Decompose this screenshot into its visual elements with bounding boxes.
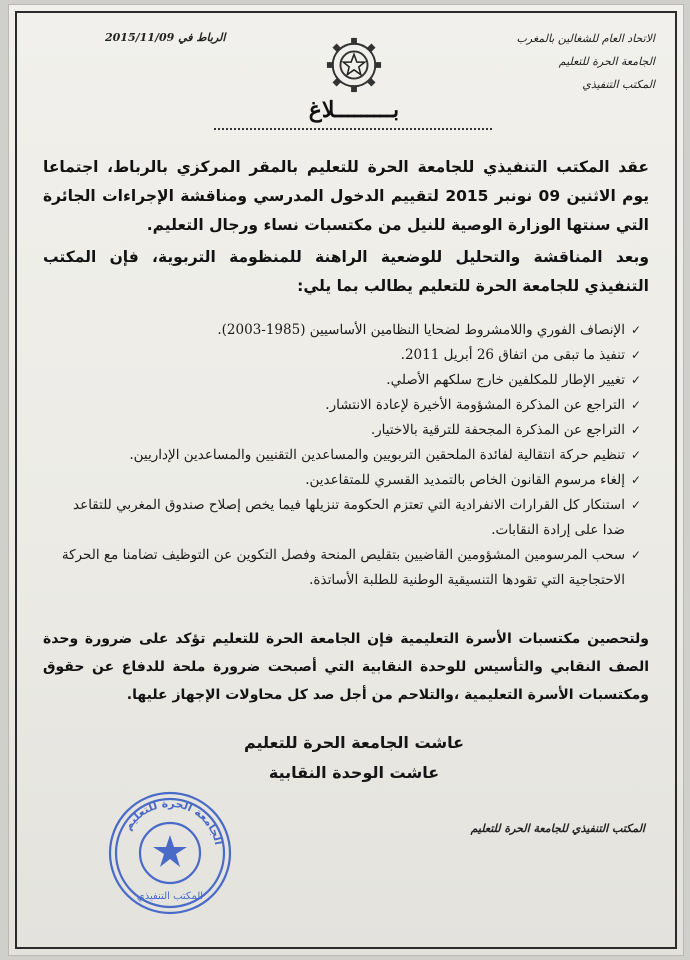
check-icon: ✓ xyxy=(630,323,641,337)
official-stamp-icon xyxy=(105,783,235,923)
check-icon: ✓ xyxy=(630,498,641,512)
check-icon: ✓ xyxy=(630,473,641,487)
demand-text: التراجع عن المذكرة المجحفة للترقية بالاختيار. xyxy=(370,422,625,438)
demand-text: تنظيم حركة انتقالية لفائدة الملحقين التربويين والمساعدين التقنيين والمساعدين الإداريين. xyxy=(129,447,625,463)
demand-text: سحب المرسومين المشؤومين القاضيين بتقليص المنحة وفصل التكوين عن التوظيف تضامنا مع الحركة الاحتجاجية التي تقودها التنسيقية الوطنية للطلبة الأساتذة. xyxy=(61,547,625,588)
second-paragraph: وبعد المناقشة والتحليل للوضعية الراهنة للمنظومة التربوية، فإن المكتب التنفيذي للجامعة الحرة للتعليم يطالب بما يلي: xyxy=(43,248,649,295)
demand-item xyxy=(49,343,639,368)
demand-item xyxy=(49,368,639,393)
check-icon: ✓ xyxy=(630,398,641,412)
org-line-federation: الجامعة الحرة للتعليم xyxy=(558,55,655,68)
union-logo-icon xyxy=(325,35,383,95)
signature-line: المكتب التنفيذي للجامعة الحرة للتعليم xyxy=(470,822,645,835)
org-line-bureau: المكتب التنفيذي xyxy=(582,78,655,91)
stamp-bottom-text: المكتب التنفيذي xyxy=(136,891,204,902)
check-icon: ✓ xyxy=(630,348,641,362)
demand-item xyxy=(49,318,639,343)
stamp-ring-text: الجامعة الحرة للتعليم xyxy=(121,796,226,847)
title-underline xyxy=(214,128,492,130)
demand-item xyxy=(49,393,639,418)
demand-item xyxy=(49,543,639,593)
demand-text: الإنصاف الفوري واللامشروط لضحايا النظامين الأساسيين (1985-2003). xyxy=(217,322,625,338)
document-page xyxy=(8,4,684,956)
demand-text: التراجع عن المذكرة المشؤومة الأخيرة لإعادة الانتشار. xyxy=(325,397,625,413)
demands-list xyxy=(49,318,639,593)
date-line: الرباط في 2015/11/09 xyxy=(105,31,226,44)
demand-text: استنكار كل القرارات الانفرادية التي تعتزم الحكومة تنزيلها فيما يخص إصلاح صندوق المغربي للتقاعد ضدا على إرادة النقابات. xyxy=(73,497,625,538)
demand-text: إلغاء مرسوم القانون الخاص بالتمديد القسري للمتقاعدين. xyxy=(305,472,625,488)
closing-line-federation: عاشت الجامعة الحرة للتعليم xyxy=(243,733,465,752)
organization-header xyxy=(435,27,655,96)
demand-item xyxy=(49,493,639,543)
demand-item xyxy=(49,468,639,493)
check-icon: ✓ xyxy=(630,548,641,562)
intro-paragraph: عقد المكتب التنفيذي للجامعة الحرة للتعليم بالمقر المركزي بالرباط، اجتماعا يوم الاثنين 09 نونبر 2015 لتقييم الدخول المدرسي ومناقشة الإجراءات الجائرة التي سنتها الوزارة الوصية للنيل من مكتسبات نساء ورجال التعليم. xyxy=(43,158,650,234)
org-line-union: الاتحاد العام للشغالين بالمغرب xyxy=(516,32,655,45)
closing-line-unity: عاشت الوحدة النقابية xyxy=(268,763,440,782)
third-paragraph: ولتحصين مكتسبات الأسرة التعليمية فإن الجامعة الحرة للتعليم تؤكد على ضرورة وحدة الصف النقابي والتأسيس للوحدة النقابية التي أصبحت ضرورة ملحة للدفاع عن حقوق ومكتسبات الأسرة التعليمية ،والتلاحم من أجل صد كل محاولات الإجهاز عليها. xyxy=(43,631,649,703)
check-icon: ✓ xyxy=(630,448,641,462)
notice-title: بـــــــــلاغ xyxy=(308,97,400,123)
demand-item xyxy=(49,418,639,443)
check-icon: ✓ xyxy=(630,423,641,437)
demand-text: تنفيذ ما تبقى من اتفاق 26 أبريل 2011. xyxy=(400,347,625,363)
demand-item xyxy=(49,443,639,468)
check-icon: ✓ xyxy=(630,373,641,387)
demand-text: تغيير الإطار للمكلفين خارج سلكهم الأصلي. xyxy=(386,372,625,388)
